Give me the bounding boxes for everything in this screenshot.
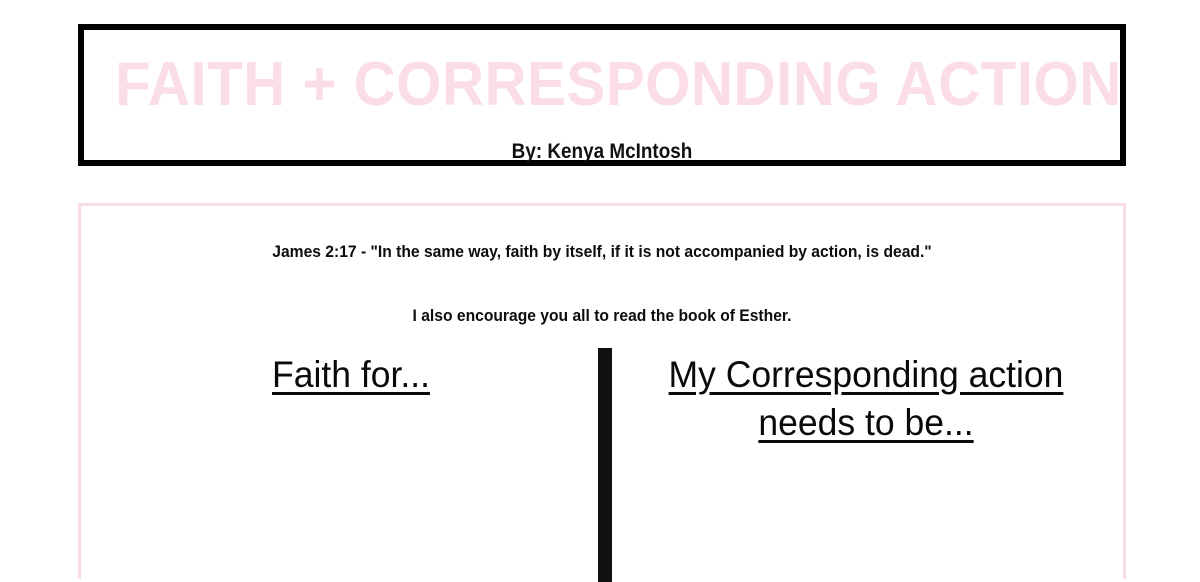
column-corresponding-action xyxy=(626,351,1106,447)
column-heading-right: My Corresponding action needs to be... xyxy=(668,354,1064,443)
title-banner xyxy=(78,24,1126,166)
scripture-verse: James 2:17 - "In the same way, faith by itself, if it is not accompanied by action, is dead." xyxy=(272,242,932,261)
encouragement-text: I also encourage you all to read the book of Esther. xyxy=(412,306,792,325)
page-title: FAITH + CORRESPONDING ACTION xyxy=(115,50,1122,119)
column-faith-for xyxy=(101,351,601,399)
column-heading-left: Faith for... xyxy=(272,354,430,395)
author-byline: By: Kenya McIntosh xyxy=(511,140,693,163)
content-panel xyxy=(78,203,1126,579)
